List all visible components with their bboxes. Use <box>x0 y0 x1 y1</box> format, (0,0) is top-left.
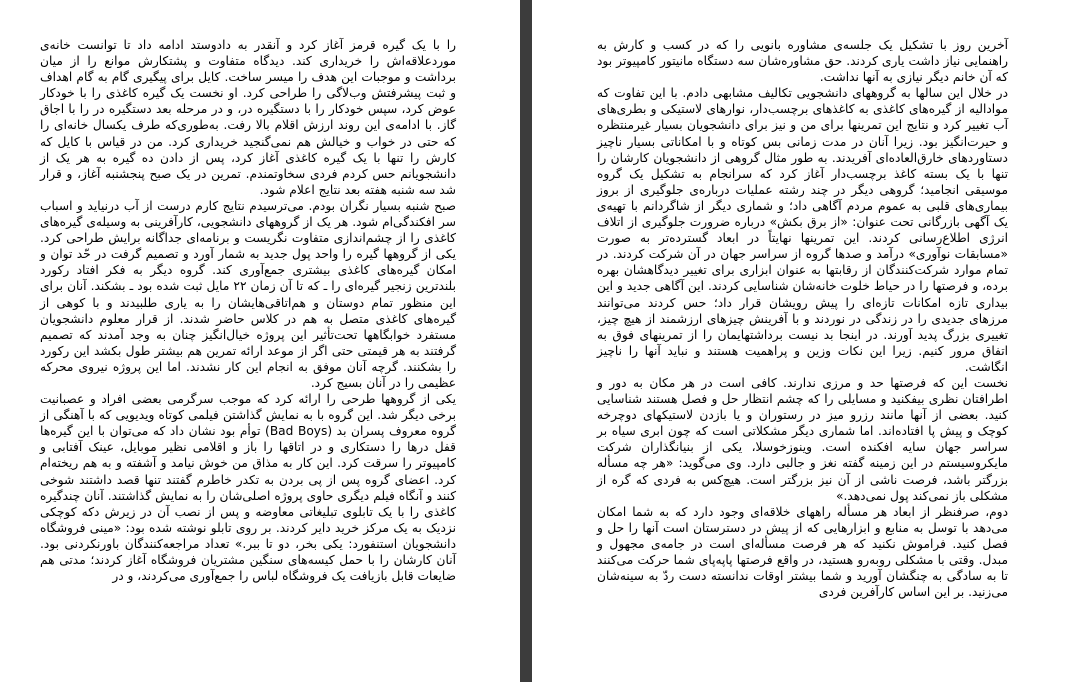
left-page-text <box>40 37 456 584</box>
left-paragraph-1: را با یک گیره قرمز آغاز کرد و آنقدر به دادوستد ادامه داد تا توانست خانه‌ی موردعلاقه‌اش را خریداری کند. دیدگاه متفاوت و پشتکارش موانع را از میان برداشت و موجبات این هدف را میسر ساخت. کایل برای پیگیری گام به گام اهداف و ثبت پیشرفتش وب‌لاگی را طراحی کرد. او نخست یک گیره کاغذی را با خودکار عوض کرد، سپس خودکار را با دستگیره در، و در مرحله بعد دستگیره در را با اجاق گاز. با ادامه‌ی این روند ارزش اقلام بالا رفت. به‌طوری‌که طرف یکسال خانه‌ای را که حتی در خواب و خیالش هم نمی‌گنجید خریداری کرد. من در قیاس با کایل که کارش را تنها با یک گیره کاغذی آغاز کرد، پس از دادن ده گیره به هر یک از دانشجویانم حس کردم فردی سخاوتمندم. تمرین در یک صبح پنجشنبه آغاز، و قرار شد سه شنبه هفته بعد نتایج اعلام شود. <box>40 38 456 197</box>
right-paragraph-4: دوم، صرفنظر از ابعاد هر مسأله راههای خلاقه‌ای وجود دارد که به شما امکان می‌دهد با توسل به منابع و ابزارهایی که از پیش در دسترستان است آنها را حل و فصل کنید. فراموش نکنید که هر فرصت مسأله‌ای است در جامه‌ی مجهول و مبدل. وقتی با مشکلی روبه‌رو هستید، در واقع فرصتها پاپه‌پای شما حرکت می‌کنند تا به سادگی به چنگشان آورید و شما بیشتر اوقات ندانسته دست ردّ به سینه‌شان می‌زنید. بر این اساس کارآفرین فردی <box>597 504 1008 600</box>
left-page <box>0 0 520 682</box>
right-paragraph-2: در خلال این سالها به گروههای دانشجویی تکالیف مشابهی دادم. با این تفاوت که موادالیه از گیره‌های کاغذی به کاغذهای برچسب‌دار، نوارهای لاستیکی و بطری‌های آب تغییر کرد و نتایج این تمرینها برای من و نیز برای دانشجویان بسیار غیرمنتظره و حیرت‌انگیز بود. زیرا آنان در مدت زمانی بس کوتاه و با امکاناتی بسیار ناچیز دستاوردهای خارق‌العاده‌ای آفریدند. به طور مثال گروهی از دانشجویان کارشان را تنها با یک بسته کاغذ برچسب‌دار آغاز کرد که سرانجام به تشکیل یک گروه موسیقی انجامید؛ گروهی دیگر در چند رشته عملیات درباره‌ی جلوگیری از بروز بیماری‌های قلبی به عموم مردم آگاهی داد؛ و شماری دیگر از شاگردانم با تهیه‌ی یک آگهی بازرگانی تحت عنوان: «از برق بکش» درباره ضرورت جلوگیری از اتلاف انرژی اطلاع‌رسانی کردند. این تمرینها نهایتاً در ابعاد گسترده‌تر به صورت «مسابقات نوآوری» درآمد و صدها گروه از سراسر جهان در آن شرکت کردند. در تمام موارد شرکت‌کنندگان از رقابتها به عنوان ابزاری برای تغییر دیدگاهشان بهره برده، و فرصتها را در حیاط خلوت خانه‌شان شناسایی کردند. این آگاهی جدید و این بیداری تازه امکانات تازه‌ای را پیش رویشان قرار داد؛ حس کردند می‌توانند مرزهای جدیدی را در زندگی در نوردند و با آفرینش چیزهای ارزشمند از هیچ چیز، تغییری بزرگ پدید آورند. در اینجا بد نیست برداشتهایمان را از تمرینهای فوق به اتفاق مرور کنیم. زیرا این نکات وزین و پراهمیت هستند و نباید آنها را ناچیز انگاشت. <box>597 86 1008 374</box>
left-paragraph-2: صبح شنبه بسیار نگران بودم. می‌ترسیدم نتایج کارم درست از آب درنیاید و اسباب سر افکندگی‌ام شود. هر یک از گروههای دانشجویی، کارآفرینی به وسیله‌ی گیره‌های کاغذی را از چشم‌اندازی متفاوت نگریست و برنامه‌ای جداگانه برایش طراحی کرد. یکی از گروهها گیره را واحد پول جدید به شمار آورد و تصمیم گرفت در حّد توان و امکان گیره‌های کاغذی بیشتری جمع‌آوری کند. گروه دیگر به فکر افتاد رکورد بلندترین زنجیر گیره‌ای را ـ که تا آن زمان ۲۲ مایل ثبت شده بود ـ بشکند. آنان برای این منظور تمام دوستان و هم‌اتاقی‌هایشان را به یاری طلبیدند و با کوهی از گیره‌های کاغذی متصل به هم در کلاس حاضر شدند. از قرار معلوم دانشجویان مستفرد خوابگاهها تحت‌تأثیر این پروژه خیال‌انگیز چنان به وجد آمدند که تصمیم گرفتند به هر قیمتی حتی اگر از موعد ارائه تمرین هم بیشتر طول بکشد این رکورد را بشکنند. گرچه آنان موفق به انجام این کار نشدند. اما این پروژه نیروی محرکه عظیمی را در آنان بسیج کرد. <box>40 198 456 390</box>
page-gutter <box>520 0 532 682</box>
right-paragraph-3: نخست این که فرصتها حد و مرزی ندارند. کافی است در هر مکان به دور و اطرافتان نظری بیفکنید و مسایلی را که چشم انتظار حل و فصل هستند شناسایی کنید. بعضی از آنها مانند رزرو میز در رستوران و یا بازدن لاستیکهای دوچرخه کوچک و پیش پا افتاده‌اند. اما شماری دیگر مشکلاتی است که چون ابری سیاه بر سراسر جهان سایه افکنده است. وینوزخوسلا، یکی از بنیانگذاران شرکت مایکروسیستم در این زمینه گفته نغز و جالبی دارد. وی می‌گوید: «هر چه مسأله بزرگتر باشد، فرصت ناشی از آن نیز بزرگتر است. هیچ‌کس به فردی که گره از مشکلی باز نمی‌کند پول نمی‌دهد.» <box>597 375 1008 503</box>
right-page-text <box>597 37 1008 600</box>
right-paragraph-1: آخرین روز با تشکیل یک جلسه‌ی مشاوره بانویی را که در کسب و کارش به راهنمایی نیاز داشت یاری کردند. حق مشاوره‌شان سه دستگاه مانیتور کامپیوتر بود که آن خانم دیگر نیازی به آنها نداشت. <box>597 38 1008 85</box>
left-paragraph-3: یکی از گروهها طرحی را ارائه کرد که موجب سرگرمی بعضی افراد و عصبانیت برخی دیگر شد. این گروه با به نمایش گذاشتن فیلمی کوتاه ویدیویی که با آهنگی از گروه معروف پسران بد (Bad Boys) توأم بود نشان داد که می‌توان با این گیره‌ها قفل درها را دستکاری و در اتاقها را باز و اقلامی نظیر موبایل، عینک آفتابی و کامپیوتر را سرقت کرد. این کار به مذاق من خوش نیامد و آشفته و به هم ریخته‌ام کرد. اعضای گروه پس از پی بردن به تکدر خاطرم گفتند تنها قصد داشتند شوخی کنند و آنگاه فیلم دیگری حاوی پروژه اصلی‌شان را به نمایش گذاشتند. آنان چندگیره کاغذی را با یک تابلوی تبلیغاتی معاوضه و پس از نصب آن در زیرش دکه کوچکی نزدیک به یک مرکز خرید دایر کردند. بر روی تابلو نوشته شده بود: «مینی فروشگاه دانشجویان استنفورد: یکی بخر، دو تا ببر.» تعداد مراجعه‌کنندگان باورنکردنی بود. آنان کارشان را با حمل کیسه‌های سنگین مشتریان فروشگاه آغاز کردند؛ مدتی هم ضایعات قابل بازیافت یک فروشگاه لباس را جمع‌آوری می‌کردند، و در <box>40 392 456 584</box>
right-page <box>532 0 1075 682</box>
